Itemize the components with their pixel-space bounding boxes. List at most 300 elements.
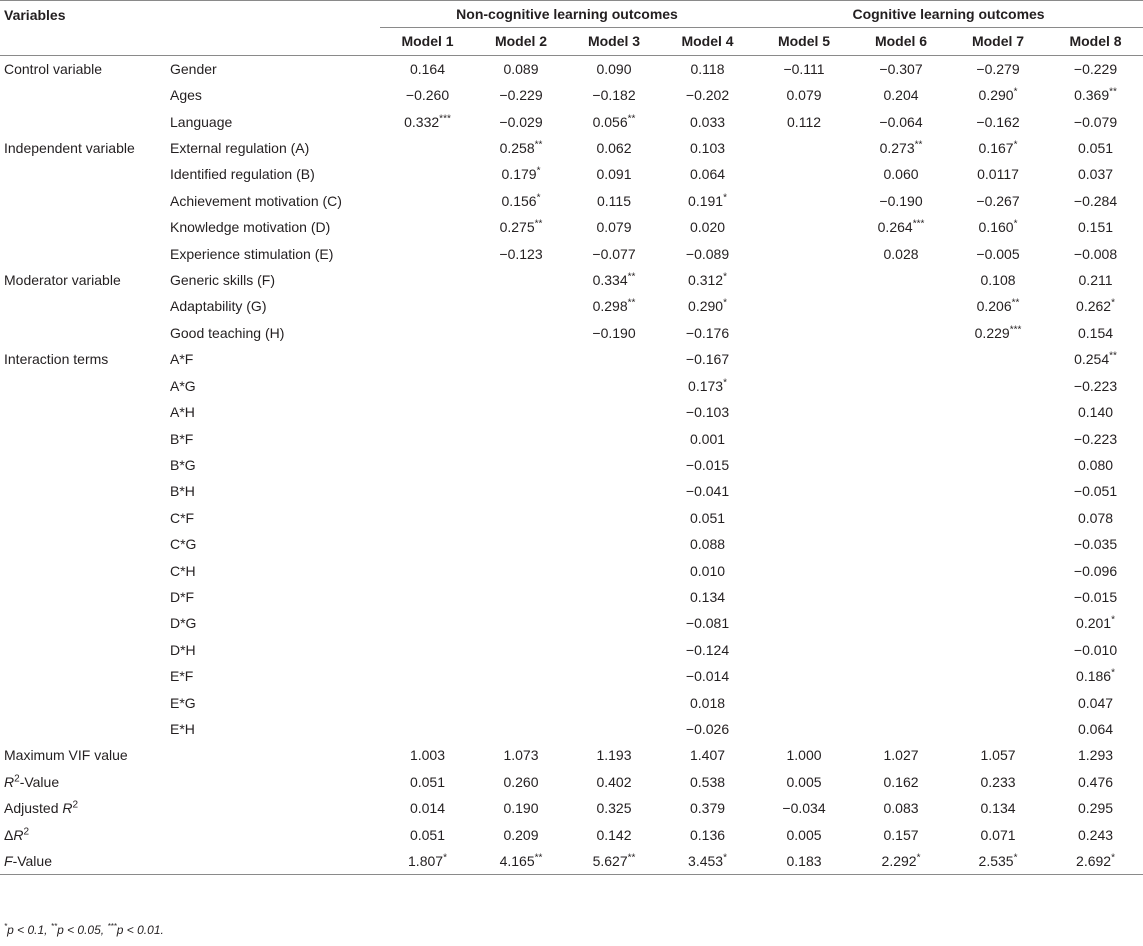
value-cell (854, 584, 948, 610)
category-cell (0, 293, 166, 319)
value-cell: 0.136 (689, 826, 726, 843)
value-cell: −0.202 (685, 87, 730, 104)
value-cell (948, 610, 1048, 636)
variable-cell: Gender (170, 60, 217, 77)
value-cell: −0.162 (976, 113, 1020, 130)
value-cell (754, 241, 854, 267)
value-cell: −0.223 (1073, 377, 1118, 394)
cognitive-group-header: Cognitive learning outcomes (754, 1, 1143, 29)
value-cell (854, 373, 948, 399)
value-cell: −0.260 (405, 87, 450, 104)
value-cell: −0.005 (976, 245, 1020, 262)
value-cell (948, 478, 1048, 504)
value-cell: 0.154 (1078, 324, 1114, 341)
value-cell: −0.081 (685, 615, 730, 632)
table-row (0, 426, 1143, 452)
value-cell (948, 505, 1048, 531)
value-cell (754, 399, 854, 425)
value-cell: 0.211 (1078, 272, 1113, 289)
table-row (0, 848, 1143, 875)
value-cell: 0.179* (501, 165, 541, 183)
value-cell (948, 558, 1048, 584)
variable-cell: B*H (170, 483, 195, 500)
table-row (0, 663, 1143, 689)
value-cell: 0.298** (592, 297, 636, 315)
value-cell: 0.538 (689, 773, 726, 790)
value-cell: 0.103 (689, 140, 726, 157)
value-cell (754, 346, 854, 372)
table-row (0, 505, 1143, 531)
value-cell (854, 320, 948, 346)
variable-cell: A*F (170, 351, 194, 368)
table-row (0, 742, 1143, 768)
table-row (0, 637, 1143, 663)
value-cell: 2.535* (978, 852, 1018, 869)
value-cell (475, 426, 567, 452)
value-cell (754, 637, 854, 663)
value-cell: 5.627** (592, 852, 636, 869)
value-cell (754, 584, 854, 610)
category-cell: Adjusted $R^2$ (4, 799, 79, 817)
category-cell: Moderator variable (4, 272, 121, 289)
value-cell: 0.258** (499, 139, 543, 157)
value-cell: −0.111 (783, 60, 825, 77)
value-cell (475, 716, 567, 742)
table-row (0, 293, 1143, 319)
value-cell (380, 188, 475, 214)
value-cell (754, 531, 854, 557)
category-cell: $\Delta R^2$ (4, 825, 30, 843)
category-cell (0, 558, 166, 584)
value-cell: −0.010 (1073, 641, 1118, 658)
value-cell: −0.035 (1073, 536, 1118, 553)
value-cell: 0.312* (688, 271, 727, 289)
model-header: Model 5 (777, 33, 831, 50)
value-cell (754, 426, 854, 452)
value-cell: 0.083 (883, 800, 919, 817)
table-row (0, 478, 1143, 504)
model-header: Model 1 (401, 33, 454, 50)
value-cell (854, 505, 948, 531)
value-cell: 0.332*** (404, 112, 451, 130)
value-cell: 0.156* (501, 192, 541, 209)
variable-cell (166, 742, 380, 768)
model-header: Model 8 (1069, 33, 1122, 50)
table-row (0, 769, 1143, 795)
noncognitive-group-header: Non-cognitive learning outcomes (380, 1, 754, 29)
value-cell (475, 558, 567, 584)
value-cell (475, 478, 567, 504)
value-cell (754, 161, 854, 187)
value-cell: 0.140 (1078, 404, 1114, 421)
value-cell (948, 426, 1048, 452)
value-cell: 0.160* (978, 218, 1018, 236)
value-cell (567, 663, 661, 689)
value-cell (475, 637, 567, 663)
value-cell: −0.279 (976, 60, 1020, 77)
value-cell (567, 478, 661, 504)
value-cell: −0.123 (499, 245, 543, 262)
table-row (0, 795, 1143, 821)
value-cell: 3.453* (688, 852, 727, 869)
value-cell (380, 320, 475, 346)
value-cell (475, 663, 567, 689)
value-cell: 1.193 (596, 747, 632, 764)
value-cell: −0.190 (592, 324, 636, 341)
value-cell (380, 135, 475, 161)
variable-cell (166, 795, 380, 821)
table-row (0, 82, 1143, 108)
value-cell: 0.369** (1074, 86, 1117, 104)
value-cell (754, 690, 854, 716)
value-cell (567, 399, 661, 425)
value-cell (380, 426, 475, 452)
value-cell: 0.151 (1078, 219, 1114, 236)
value-cell (475, 373, 567, 399)
value-cell: −0.041 (685, 483, 730, 500)
value-cell: −0.307 (879, 60, 923, 77)
value-cell: 0.051 (409, 826, 446, 843)
variable-cell: D*F (170, 588, 195, 605)
variable-cell: E*H (170, 720, 195, 737)
value-cell: −0.014 (685, 668, 730, 685)
value-cell (854, 637, 948, 663)
value-cell (948, 531, 1048, 557)
value-cell: 0.091 (596, 166, 632, 183)
value-cell: 0.115 (597, 192, 631, 209)
value-cell: 0.295 (1078, 800, 1114, 817)
table-row (0, 690, 1143, 716)
value-cell (380, 161, 475, 187)
value-cell: 0.071 (980, 826, 1016, 843)
value-cell (475, 293, 567, 319)
value-cell: 0.190 (503, 800, 539, 817)
value-cell: 0.183 (786, 853, 822, 869)
value-cell: −0.089 (685, 245, 730, 262)
value-cell (754, 320, 854, 346)
value-cell (380, 241, 475, 267)
value-cell: 0.290* (688, 297, 727, 315)
value-cell: 0.173* (688, 377, 727, 394)
value-cell (475, 505, 567, 531)
value-cell: 1.807* (408, 852, 447, 869)
value-cell (754, 188, 854, 214)
value-cell: 0.379 (689, 800, 726, 817)
value-cell (854, 663, 948, 689)
variable-cell: A*H (170, 404, 195, 421)
value-cell (754, 478, 854, 504)
value-cell (380, 346, 475, 372)
category-cell (0, 426, 166, 452)
value-cell (380, 505, 475, 531)
value-cell: 0.001 (689, 430, 726, 447)
category-cell (0, 637, 166, 663)
value-cell: 0.201* (1076, 614, 1115, 632)
value-cell: −0.103 (685, 404, 730, 421)
category-cell (0, 663, 166, 689)
value-cell: −0.182 (592, 87, 636, 104)
category-cell (0, 109, 166, 135)
variable-cell: B*G (170, 456, 196, 473)
table-row (0, 161, 1143, 187)
category-cell (0, 610, 166, 636)
model-header: Model 4 (681, 33, 734, 50)
table-row (0, 373, 1143, 399)
value-cell (948, 637, 1048, 663)
value-cell (854, 716, 948, 742)
category-cell: Control variable (4, 60, 103, 77)
value-cell: 0.476 (1078, 773, 1114, 790)
value-cell (754, 716, 854, 742)
value-cell (948, 373, 1048, 399)
table-row (0, 188, 1143, 214)
value-cell: 1.407 (689, 747, 726, 764)
value-cell: 0.290* (978, 86, 1018, 104)
value-cell: 0.064 (1078, 720, 1114, 737)
variables-header: Variables (4, 6, 66, 23)
value-cell: 0.047 (1078, 694, 1114, 711)
value-cell: 2.692* (1076, 852, 1115, 869)
value-cell: 0.402 (596, 773, 632, 790)
value-cell: 0.167* (978, 139, 1018, 157)
value-cell (380, 373, 475, 399)
value-cell: −0.267 (976, 192, 1020, 209)
table-row (0, 399, 1143, 425)
variable-cell: Identified regulation (B) (170, 166, 315, 183)
value-cell: −0.176 (685, 324, 730, 341)
value-cell (948, 716, 1048, 742)
table-row (0, 109, 1143, 135)
value-cell: 0.014 (409, 800, 446, 817)
variable-cell: Knowledge motivation (D) (170, 219, 331, 236)
category-cell: $R^2$-Value (4, 773, 60, 790)
value-cell: 1.003 (409, 747, 446, 764)
value-cell (854, 452, 948, 478)
category-cell: Independent variable (4, 140, 135, 157)
value-cell: 0.162 (883, 773, 919, 790)
value-cell (380, 558, 475, 584)
value-cell (854, 267, 948, 293)
value-cell: 0.264*** (877, 218, 925, 236)
value-cell: 0.089 (503, 60, 539, 77)
value-cell (854, 478, 948, 504)
value-cell (754, 373, 854, 399)
value-cell: 0.243 (1078, 826, 1114, 843)
variable-cell (166, 822, 380, 848)
table-row (0, 241, 1143, 267)
variable-cell: Experience stimulation (E) (170, 245, 334, 262)
category-cell (0, 690, 166, 716)
value-cell: 0.051 (1078, 140, 1114, 157)
value-cell (475, 584, 567, 610)
value-cell: 0.005 (786, 826, 822, 843)
category-cell (0, 505, 166, 531)
table-body (0, 55, 1143, 875)
value-cell: −0.015 (1073, 588, 1118, 605)
value-cell (380, 214, 475, 240)
significance-footnote: *p < 0.1, **p < 0.05, ***p < 0.01. (4, 922, 164, 937)
value-cell (380, 637, 475, 663)
table-row (0, 452, 1143, 478)
category-cell (0, 584, 166, 610)
value-cell (380, 399, 475, 425)
variable-cell (166, 848, 380, 875)
category-cell (0, 373, 166, 399)
table-row (0, 214, 1143, 240)
value-cell (475, 531, 567, 557)
value-cell (854, 426, 948, 452)
value-cell: 0.186* (1076, 667, 1115, 685)
value-cell: 0.209 (503, 826, 539, 843)
value-cell: 1.293 (1078, 747, 1114, 764)
category-cell (0, 161, 166, 187)
category-cell: Maximum VIF value (4, 747, 128, 764)
value-cell: −0.077 (592, 245, 636, 262)
value-cell (948, 399, 1048, 425)
table-row (0, 822, 1143, 848)
value-cell: 0.090 (596, 60, 632, 77)
category-cell (0, 478, 166, 504)
value-cell: 0.088 (689, 536, 726, 553)
table-row (0, 346, 1143, 372)
value-cell (380, 610, 475, 636)
value-cell: 0.062 (596, 140, 632, 157)
value-cell (754, 293, 854, 319)
value-cell (854, 690, 948, 716)
value-cell: −0.223 (1073, 430, 1118, 447)
value-cell: 0.164 (409, 60, 446, 77)
value-cell: 0.206** (976, 297, 1020, 315)
value-cell: −0.034 (782, 800, 826, 817)
variable-cell: Generic skills (F) (170, 272, 276, 289)
value-cell: 0.064 (689, 166, 726, 183)
table-row (0, 267, 1143, 293)
category-cell (0, 716, 166, 742)
value-cell (567, 373, 661, 399)
value-cell (475, 690, 567, 716)
value-cell (475, 610, 567, 636)
value-cell: 0.060 (883, 166, 919, 183)
value-cell (380, 690, 475, 716)
value-cell: 0.005 (786, 773, 822, 790)
table-row (0, 320, 1143, 346)
value-cell: 0.010 (689, 562, 726, 579)
value-cell (754, 610, 854, 636)
value-cell: −0.029 (499, 113, 543, 130)
variable-cell: Adaptability (G) (170, 298, 267, 315)
value-cell: 0.018 (689, 694, 726, 711)
value-cell: −0.026 (685, 720, 730, 737)
value-cell: −0.096 (1073, 562, 1118, 579)
value-cell (380, 267, 475, 293)
variable-cell (166, 769, 380, 795)
value-cell (567, 690, 661, 716)
category-cell (0, 241, 166, 267)
value-cell (948, 663, 1048, 689)
value-cell (567, 505, 661, 531)
value-cell (567, 452, 661, 478)
value-cell (948, 690, 1048, 716)
table-row (0, 584, 1143, 610)
value-cell: 0.056** (592, 112, 636, 130)
variable-cell: C*H (170, 562, 196, 579)
value-cell (380, 584, 475, 610)
value-cell: −0.190 (879, 192, 923, 209)
value-cell (380, 663, 475, 689)
value-cell: 0.051 (689, 509, 726, 526)
value-cell: 0.079 (596, 219, 632, 236)
value-cell (948, 584, 1048, 610)
value-cell: −0.015 (685, 456, 730, 473)
category-cell: Interaction terms (4, 351, 109, 368)
value-cell: −0.229 (499, 87, 543, 104)
value-cell (475, 267, 567, 293)
value-cell (754, 267, 854, 293)
value-cell: 0.233 (980, 773, 1016, 790)
model-header: Model 2 (494, 33, 548, 50)
value-cell (380, 716, 475, 742)
value-cell: 0.334** (592, 271, 636, 289)
model-header-row (0, 28, 1143, 55)
value-cell: −0.167 (685, 351, 730, 368)
value-cell: 0.262* (1076, 297, 1115, 315)
value-cell (475, 346, 567, 372)
value-cell: 1.027 (883, 747, 919, 764)
value-cell (948, 346, 1048, 372)
variable-cell: C*G (170, 536, 197, 553)
value-cell: −0.284 (1073, 192, 1118, 209)
value-cell: 1.000 (786, 747, 822, 764)
value-cell: 0.037 (1078, 166, 1114, 183)
value-cell: 2.292* (881, 852, 921, 869)
value-cell (754, 558, 854, 584)
category-cell (0, 82, 166, 108)
variable-cell: C*F (170, 509, 195, 526)
value-cell (380, 452, 475, 478)
category-cell (0, 188, 166, 214)
value-cell: 0.142 (596, 826, 632, 843)
table-row (0, 135, 1143, 161)
value-cell (475, 320, 567, 346)
value-cell (854, 558, 948, 584)
value-cell (854, 293, 948, 319)
value-cell (567, 637, 661, 663)
value-cell: 0.112 (787, 113, 822, 130)
value-cell: −0.008 (1073, 245, 1118, 262)
value-cell (380, 531, 475, 557)
model-header: Model 6 (874, 33, 928, 50)
value-cell (854, 346, 948, 372)
value-cell (475, 452, 567, 478)
value-cell (380, 293, 475, 319)
value-cell: 0.275** (499, 218, 543, 236)
value-cell (475, 399, 567, 425)
value-cell (754, 214, 854, 240)
value-cell (567, 584, 661, 610)
variable-cell: Achievement motivation (C) (170, 192, 342, 209)
model-header: Model 7 (971, 33, 1025, 50)
value-cell: 0.134 (980, 800, 1016, 817)
table-row (0, 558, 1143, 584)
value-cell: 0.079 (786, 87, 822, 104)
value-cell: −0.124 (685, 641, 730, 658)
value-cell: 0.325 (596, 800, 632, 817)
value-cell: 0.254** (1074, 350, 1117, 368)
category-cell (0, 320, 166, 346)
value-cell: 0.028 (883, 245, 919, 262)
value-cell (854, 531, 948, 557)
table-row (0, 610, 1143, 636)
